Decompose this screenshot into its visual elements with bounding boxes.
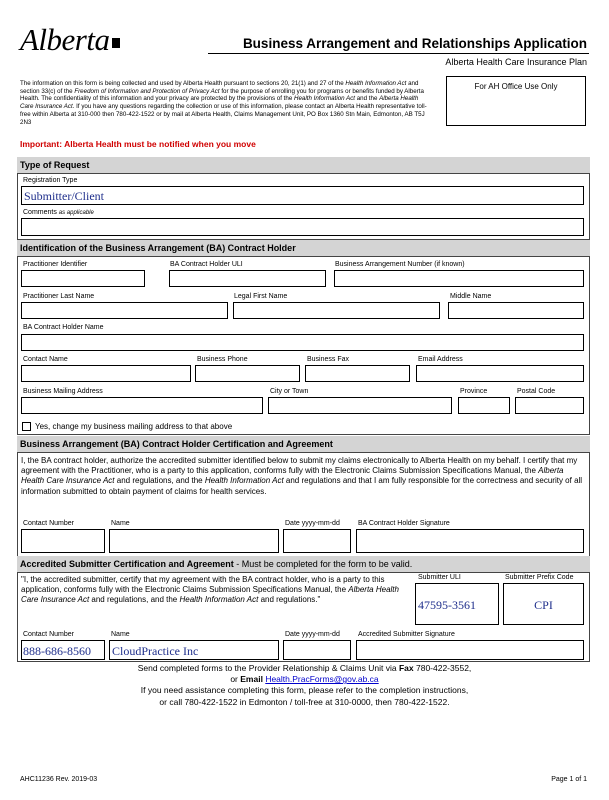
privacy-notice: The information on this form is being collected and used by Alberta Health pursuant to sections 20, 21(1) and 27 of the Health Information Act and section 33(c) of the Freedom of Information and Protection of Privacy Act for the purpose of enrolling you for programs or benefits funded by Alberta Health. The confidentiality of this information and your privacy are protected by the provisions of the Health Information Act and the Alberta Health Care Insurance Act. If you have any questions regarding the collection or use of this information, please contact an Alberta Health representative toll-free within Alberta at 310-000 then 780-422-1522 or by mail at Alberta Health, Claims Management Unit, PO Box 1360 Stn Main, Edmonton, AB T5J 2N3 [20, 80, 427, 126]
comments-field[interactable] [21, 218, 584, 236]
ba-date-label: Date yyyy-mm-dd [285, 520, 340, 527]
change-address-checkbox[interactable] [22, 422, 31, 431]
submitter-signature-label: Accredited Submitter Signature [358, 631, 455, 638]
postal-code-label: Postal Code [517, 388, 556, 395]
title-divider [208, 53, 589, 54]
form-title: Business Arrangement and Relationships Application [242, 36, 587, 51]
business-phone-field[interactable] [195, 365, 300, 382]
ba-number-label: Business Arrangement Number (if known) [335, 261, 465, 268]
ba-holder-name-label: BA Contract Holder Name [23, 324, 104, 331]
submitter-uli-label: Submitter ULI [418, 574, 461, 581]
registration-type-field[interactable] [21, 186, 584, 205]
ba-certification-heading: Business Arrangement (BA) Contract Holder Certification and Agreement [17, 436, 590, 453]
business-fax-field[interactable] [305, 365, 410, 382]
business-fax-label: Business Fax [307, 356, 350, 363]
submitter-date-field[interactable] [283, 640, 351, 660]
first-name-field[interactable] [233, 302, 440, 319]
mailing-address-field[interactable] [21, 397, 263, 414]
practitioner-identifier-label: Practitioner Identifier [23, 261, 88, 268]
submitter-date-label: Date yyyy-mm-dd [285, 631, 340, 638]
ba-certification-text: I, the BA contract holder, authorize the accredited submitter identified below to submit my claims electronically to Alberta Health on my behalf. I certify that my agreement with the Practitioner, who is a party to this application, conforms fully with the Electronic Claims Submission Specifications Manual, the Alberta Health Care Insurance Act and regulations, and the Health Information Act and regulations and that I am fully responsible for the correctness and security of all information submitted to obtain payment of claims for health services. [21, 456, 583, 496]
submitter-contact-number-value: 888-686-8560 [23, 644, 91, 658]
postal-code-field[interactable] [515, 397, 584, 414]
ba-name-field[interactable] [109, 529, 279, 553]
ba-signature-field[interactable] [356, 529, 584, 553]
province-label: Province [460, 388, 488, 395]
business-phone-label: Business Phone [197, 356, 248, 363]
comments-label: Comments as applicable [23, 209, 94, 216]
logo-mark-icon [112, 38, 120, 48]
submission-instructions: Send completed forms to the Provider Relationship & Claims Unit via Fax 780-422-3552, or Email Health.PracForms@gov.ab.ca If you need assistance completing this form, please refer to the completion instructions, or call 780-422-1522 in Edmonton / toll-free at 310-0000, then 780-422-1522. [137, 663, 472, 707]
ba-holder-name-field[interactable] [21, 334, 584, 351]
submitter-signature-field[interactable] [356, 640, 584, 660]
submitter-contact-number-label: Contact Number [23, 631, 74, 638]
contact-name-field[interactable] [21, 365, 191, 382]
ba-contact-number-field[interactable] [21, 529, 105, 553]
form-number: AHC11236 Rev. 2019-03 [20, 776, 98, 783]
submitter-certification-text: "I, the accredited submitter, certify that my agreement with the BA contract holder, who is a party to this application, conforms fully with the Electronic Claims Submission Specifications Manual, the Alberta Health Care Insurance Act and regulations, and the Health Information Act and regulations." [21, 575, 399, 605]
province-field[interactable] [458, 397, 510, 414]
email-field[interactable] [416, 365, 584, 382]
email-link[interactable]: Health.PracForms@gov.ab.ca [265, 674, 379, 685]
submitter-certification-heading: Accredited Submitter Certification and Agreement - Must be completed for the form to be valid. [17, 556, 590, 573]
last-name-label: Practitioner Last Name [23, 293, 95, 300]
last-name-field[interactable] [21, 302, 228, 319]
identification-heading: Identification of the Business Arrangement (BA) Contract Holder [17, 240, 590, 257]
ba-holder-uli-label: BA Contract Holder ULI [170, 261, 243, 268]
middle-name-field[interactable] [448, 302, 584, 319]
practitioner-identifier-field[interactable] [21, 270, 145, 287]
first-name-label: Legal First Name [234, 293, 288, 300]
type-of-request-heading: Type of Request [17, 157, 590, 174]
change-address-label: Yes, change my business mailing address to that above [35, 422, 233, 431]
ba-signature-label: BA Contract Holder Signature [358, 520, 450, 527]
ba-number-field[interactable] [334, 270, 584, 287]
submitter-name-value: CloudPractice Inc [112, 644, 199, 658]
mailing-address-label: Business Mailing Address [23, 388, 103, 395]
email-label: Email Address [418, 356, 463, 363]
contact-name-label: Contact Name [23, 356, 68, 363]
ba-date-field[interactable] [283, 529, 351, 553]
prefix-code-label: Submitter Prefix Code [505, 574, 574, 581]
alberta-logo: Alberta [20, 22, 120, 58]
registration-type-value: Submitter/Client [24, 189, 104, 203]
city-label: City or Town [270, 388, 309, 395]
city-field[interactable] [268, 397, 452, 414]
middle-name-label: Middle Name [450, 293, 492, 300]
ba-name-label: Name [111, 520, 130, 527]
important-notice: Important: Alberta Health must be notified when you move [20, 139, 256, 149]
submitter-uli-value: 47595-3561 [418, 598, 476, 612]
ba-holder-uli-field[interactable] [169, 270, 326, 287]
registration-type-label: Registration Type [23, 177, 78, 184]
submitter-name-label: Name [111, 631, 130, 638]
ba-contact-number-label: Contact Number [23, 520, 74, 527]
page-number: Page 1 of 1 [551, 776, 587, 783]
office-use-box: For AH Office Use Only [446, 76, 586, 126]
form-subtitle: Alberta Health Care Insurance Plan [445, 57, 587, 67]
prefix-code-value: CPI [534, 598, 553, 612]
